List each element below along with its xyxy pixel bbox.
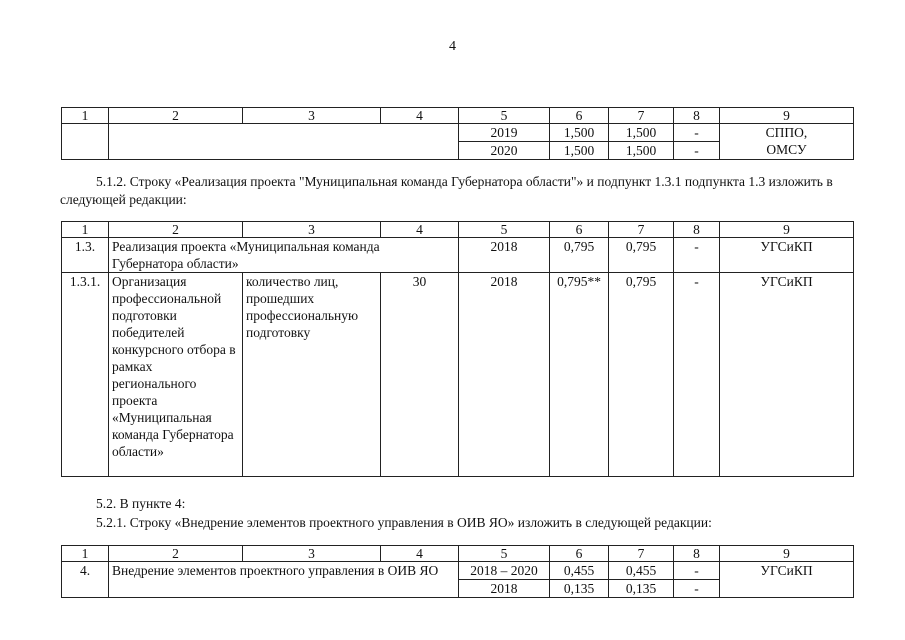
value-cell: 0,455 xyxy=(609,562,674,580)
value-cell: - xyxy=(674,562,720,580)
header-cell: 3 xyxy=(243,546,381,562)
table-continuation xyxy=(61,107,854,160)
value-cell: 0,135 xyxy=(609,580,674,598)
table-project xyxy=(61,221,854,477)
header-cell: 6 xyxy=(550,222,609,238)
header-cell: 9 xyxy=(720,108,854,124)
value-cell: - xyxy=(674,580,720,598)
table-header-row xyxy=(62,546,854,562)
year-cell: 2018 – 2020 xyxy=(459,562,550,580)
name-cell: Реализация проекта «Муниципальная команда Губернатора области» xyxy=(109,238,459,273)
executor-cell: УГСиКП xyxy=(720,562,854,598)
header-cell: 8 xyxy=(674,222,720,238)
header-cell: 1 xyxy=(62,546,109,562)
table-header-row xyxy=(62,222,854,238)
paragraph-5-2: 5.2. В пункте 4: xyxy=(96,496,186,511)
year-cell: 2018 xyxy=(459,580,550,598)
name-cell: Организация профессиональной подготовки победителей конкурсного отбора в рамках регионального проекта «Муниципальная команда Губернатора области» xyxy=(109,273,243,477)
year-cell: 2019 xyxy=(459,124,550,142)
header-cell: 4 xyxy=(381,222,459,238)
value-cell: 1,500 xyxy=(609,124,674,142)
header-cell: 3 xyxy=(243,108,381,124)
value-cell: 0,135 xyxy=(550,580,609,598)
header-cell: 7 xyxy=(609,108,674,124)
header-cell: 7 xyxy=(609,546,674,562)
row-number-cell: 1.3. xyxy=(62,238,109,273)
year-cell: 2018 xyxy=(459,273,550,477)
header-cell: 8 xyxy=(674,108,720,124)
value-cell: - xyxy=(674,124,720,142)
value-cell: - xyxy=(674,142,720,160)
executor-cell: УГСиКП xyxy=(720,273,854,477)
header-cell: 2 xyxy=(109,108,243,124)
value-cell: - xyxy=(674,238,720,273)
header-cell: 2 xyxy=(109,222,243,238)
value-cell: 0,795** xyxy=(550,273,609,477)
value-cell: 1,500 xyxy=(609,142,674,160)
value-cell: 0,795 xyxy=(550,238,609,273)
executor-text: СППО, ОМСУ xyxy=(765,125,808,157)
header-cell: 1 xyxy=(62,108,109,124)
header-cell: 6 xyxy=(550,546,609,562)
value-cell: 30 xyxy=(381,273,459,477)
value-cell: 0,795 xyxy=(609,238,674,273)
header-cell: 5 xyxy=(459,108,550,124)
header-cell: 4 xyxy=(381,546,459,562)
header-cell: 8 xyxy=(674,546,720,562)
year-cell: 2018 xyxy=(459,238,550,273)
header-cell: 3 xyxy=(243,222,381,238)
table-header-row xyxy=(62,108,854,124)
table-row xyxy=(62,238,854,273)
row-number-cell: 4. xyxy=(62,562,109,598)
empty-cell xyxy=(109,124,459,160)
header-cell: 7 xyxy=(609,222,674,238)
row-number-cell: 1.3.1. xyxy=(62,273,109,477)
name-cell: Внедрение элементов проектного управления в ОИВ ЯО xyxy=(109,562,459,598)
header-cell: 9 xyxy=(720,222,854,238)
page-number: 4 xyxy=(449,39,456,54)
table-project-management xyxy=(61,545,854,598)
paragraph-5-1-2: 5.1.2. Строку «Реализация проекта "Муниципальная команда Губернатора области"» и подпункт 1.3.1 подпункта 1.3 изложить в следующей редакции: xyxy=(60,174,833,207)
paragraph-5-2-1: 5.2.1. Строку «Внедрение элементов проектного управления в ОИВ ЯО» изложить в следующей редакции: xyxy=(96,515,712,530)
empty-cell xyxy=(62,124,109,160)
table-row xyxy=(62,273,854,477)
header-cell: 2 xyxy=(109,546,243,562)
year-cell: 2020 xyxy=(459,142,550,160)
indicator-cell: количество лиц, прошедших профессиональную подготовку xyxy=(243,273,381,477)
value-cell: 0,795 xyxy=(609,273,674,477)
header-cell: 5 xyxy=(459,546,550,562)
executor-cell xyxy=(720,124,854,160)
header-cell: 4 xyxy=(381,108,459,124)
value-cell: 0,455 xyxy=(550,562,609,580)
table-row xyxy=(62,124,854,142)
value-cell: - xyxy=(674,273,720,477)
header-cell: 9 xyxy=(720,546,854,562)
executor-cell: УГСиКП xyxy=(720,238,854,273)
header-cell: 6 xyxy=(550,108,609,124)
value-cell: 1,500 xyxy=(550,142,609,160)
value-cell: 1,500 xyxy=(550,124,609,142)
table-row xyxy=(62,562,854,580)
header-cell: 5 xyxy=(459,222,550,238)
header-cell: 1 xyxy=(62,222,109,238)
